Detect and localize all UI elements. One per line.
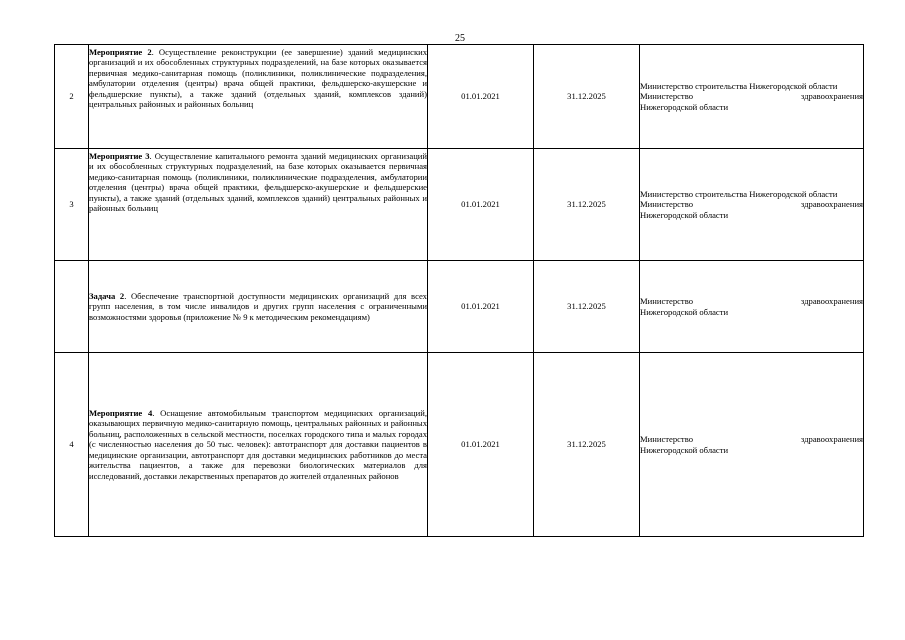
responsible-line [640, 434, 863, 444]
responsible-line: Нижегородской области [640, 444, 729, 455]
responsible-line [640, 199, 863, 209]
measures-table [54, 44, 864, 537]
responsible-line [640, 296, 863, 306]
table-row [55, 353, 864, 537]
responsible-line: Нижегородской области [640, 209, 729, 220]
measure-title: Мероприятие 2 [89, 47, 152, 57]
row-number: 2 [55, 45, 89, 149]
start-date: 01.01.2021 [428, 149, 534, 261]
responsible-word: Министерство [640, 91, 693, 102]
measure-description [89, 149, 428, 261]
measure-text: . Осуществление реконструкции (ее завершение) зданий медицинских организаций и их обособленных структурных подразделений, на базе которых оказывается первичная медико-санитарная помощь (поликлиники, поликлинические подразделения, амбулатории отделения (центры) врача общей практики, фельдшерско-акушерские и фельдшерские пункты), а также зданий (отдельных зданий, комплексов зданий) центральных районных и районных больниц [89, 47, 428, 110]
measure-text: . Осуществление капитального ремонта зданий медицинских организаций и их обособленных структурных подразделений, на базе которых оказывается первичная медико-санитарная помощь (поликлиники, поликлинические подразделения, амбулатории отделения (центры) врача общей практики, фельдшерско-акушерские и фельдшерские пункты), а также зданий (отдельных зданий, комплексов зданий) центральных районных и районных больниц [89, 151, 427, 214]
measure-description [89, 353, 428, 537]
table-row [55, 45, 864, 149]
table-row [55, 149, 864, 261]
responsible-line [640, 91, 863, 101]
responsible-word: Министерство [640, 296, 693, 307]
measure-text: . Оснащение автомобильным транспортом медицинских организаций, оказывающих первичную медико-санитарную помощь, центральных районных и районных больниц, расположенных в сельской местности, поселках городского типа и малых городах (с численностью населения до 50 тыс. человек): автотранспорт для доставки пациентов в медицинские организации, автотранспорт для доставки медицинских работников до места жительства пациентов, а также для перевозки биологических материалов для исследований, доставки лекарственных препаратов до жителей отдаленных районов [89, 408, 427, 481]
measure-title: Мероприятие 3 [89, 151, 150, 161]
end-date: 31.12.2025 [534, 149, 640, 261]
page-number: 25 [455, 33, 465, 44]
responsible-word: здравоохранения [800, 434, 863, 445]
row-number: 4 [55, 353, 89, 537]
responsible-executor [640, 45, 864, 149]
task-description [89, 261, 428, 353]
table-row [55, 261, 864, 353]
end-date: 31.12.2025 [534, 261, 640, 353]
responsible-executor [640, 353, 864, 537]
end-date: 31.12.2025 [534, 45, 640, 149]
responsible-line: Нижегородской области [640, 101, 729, 112]
task-text: . Обеспечение транспортной доступности медицинских организаций для всех групп населения, в том числе инвалидов и других групп населения с ограниченными возможностями здоровья (приложение № 9 к методическим рекомендациям) [89, 290, 427, 322]
responsible-word: Министерство [640, 434, 693, 445]
measure-description [89, 45, 428, 149]
row-number: 3 [55, 149, 89, 261]
row-number [55, 261, 89, 353]
start-date: 01.01.2021 [428, 45, 534, 149]
responsible-line: Министерство строительства Нижегородской области [640, 80, 838, 91]
start-date: 01.01.2021 [428, 261, 534, 353]
responsible-word: здравоохранения [800, 199, 863, 210]
responsible-word: здравоохранения [800, 296, 863, 307]
responsible-line: Министерство строительства Нижегородской области [640, 188, 838, 199]
responsible-word: Министерство [640, 199, 693, 210]
responsible-executor [640, 149, 864, 261]
task-title: Задача 2 [89, 290, 125, 301]
start-date: 01.01.2021 [428, 353, 534, 537]
responsible-line: Нижегородской области [640, 306, 729, 317]
responsible-word: здравоохранения [800, 91, 863, 102]
measure-title: Мероприятие 4 [89, 408, 153, 419]
responsible-executor [640, 261, 864, 353]
end-date: 31.12.2025 [534, 353, 640, 537]
